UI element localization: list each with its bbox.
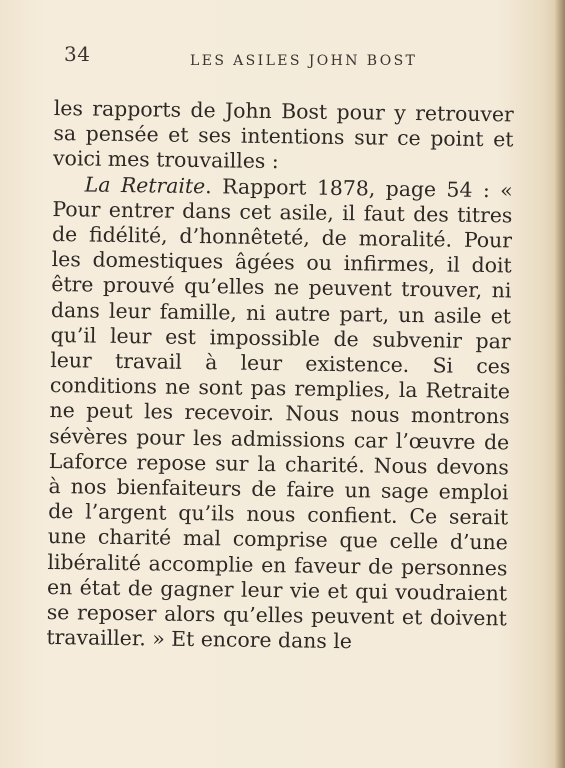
emphasis-text: La Retraite: [84, 172, 206, 198]
paragraph-2: [46, 172, 513, 657]
running-head: LES ASILES JOHN BOST: [190, 53, 418, 69]
page-number: 34: [64, 42, 91, 66]
page-body: [46, 96, 514, 657]
page-edge: [555, 0, 565, 768]
paragraph-2-text: . Rapport 1878, page 54 : « Pour entrer dans cet asile, il faut des titres de fidélité, d’honnêteté, de moralité. Pour les domestiques âgées ou infirmes, il doit être prouvé qu’elles ne peuvent trouver, ni dans leur famille, ni autre part, un asile et qu’il leur est impossible de subvenir par leur travail à leur existence. Si ces conditions ne sont pas remplies, la Retraite ne peut les recevoir. Nous nous montrons sévères pour les admissions car l’œuvre de Laforce repose sur la charité. Nous devons à nos bienfaiteurs de faire un sage emploi de l’argent qu’ils nous confient. Ce serait une charité mal comprise que celle d’une libéralité accomplie en faveur de personnes en état de gagner leur vie et qui voudraient se reposer alors qu’elles peuvent et doivent travailler. » Et encore dans le: [46, 173, 513, 654]
paragraph-1: les rapports de John Bost pour y retrouver sa pensée et ses intentions sur ce point et voici mes trouvailles :: [52, 96, 514, 174]
